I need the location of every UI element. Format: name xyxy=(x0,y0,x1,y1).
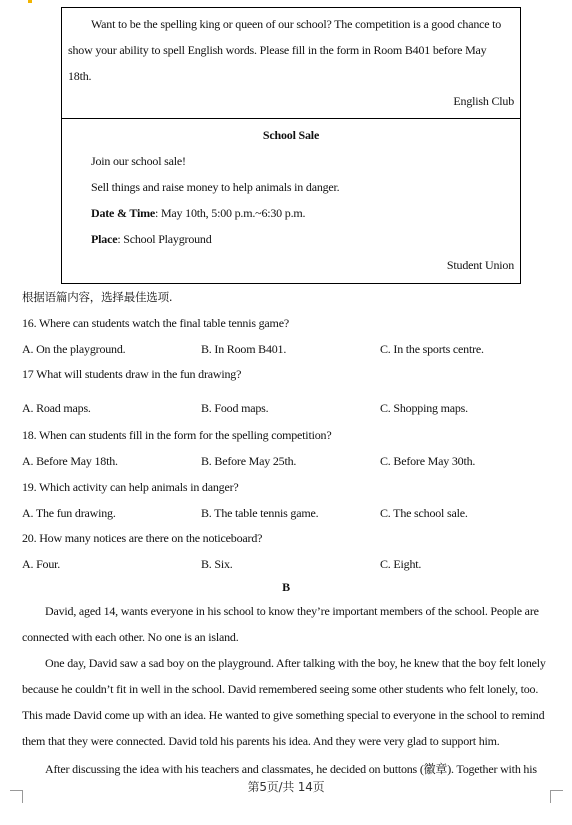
section-b-line-7: After discussing the idea with his teachers and classmates, he decided on buttons (徽章). Together with his xyxy=(45,762,537,776)
q16-option-a: A. On the playground. xyxy=(22,342,126,356)
question-19: 19. Which activity can help animals in danger? xyxy=(22,480,239,494)
q16-option-c: C. In the sports centre. xyxy=(380,342,484,356)
q20-option-b: B. Six. xyxy=(201,557,233,571)
notice-sale-line-1: Join our school sale! xyxy=(91,154,186,168)
section-b-line-6: them that they were connected. David told his parents his idea. And they were very glad to support him. xyxy=(22,734,500,748)
notice-spelling-line-3: 18th. xyxy=(68,69,92,83)
notice-sale-line-2: Sell things and raise money to help animals in danger. xyxy=(91,180,340,194)
q18-option-c: C. Before May 30th. xyxy=(380,454,476,468)
notice-spelling-signature: English Club xyxy=(453,94,514,108)
question-16: 16. Where can students watch the final table tennis game? xyxy=(22,316,289,330)
notice-spelling xyxy=(61,7,521,119)
q19-option-b: B. The table tennis game. xyxy=(201,506,319,520)
q17-option-a: A. Road maps. xyxy=(22,401,91,415)
question-18: 18. When can students fill in the form for the spelling competition? xyxy=(22,428,332,442)
q20-option-a: A. Four. xyxy=(22,557,61,571)
notice-sale-signature: Student Union xyxy=(446,258,514,272)
q18-option-a: A. Before May 18th. xyxy=(22,454,118,468)
date-label: Date & Time xyxy=(91,206,156,220)
notice-spelling-line-2: show your ability to spell English words. Please fill in the form in Room B401 before May xyxy=(68,43,487,57)
page-footer: 第5页/共 14页 xyxy=(247,780,325,794)
question-20: 20. How many notices are there on the noticeboard? xyxy=(22,531,263,545)
q19-option-c: C. The school sale. xyxy=(380,506,468,520)
place-label: Place xyxy=(91,232,118,246)
section-b-line-5: This made David come up with an idea. He wanted to give something special to everyone in the school to remind xyxy=(22,708,545,722)
instruction: 根据语篇内容，选择最佳选项. xyxy=(22,290,173,304)
q20-option-c: C. Eight. xyxy=(380,557,422,571)
section-b-line-3: One day, David saw a sad boy on the playground. After talking with the boy, he knew that the boy felt lonely xyxy=(45,656,546,670)
q17-option-b: B. Food maps. xyxy=(201,401,269,415)
section-b-heading: B xyxy=(282,580,290,594)
notice-sale-date xyxy=(91,206,305,221)
section-b-line-4: because he couldn’t fit in well in the school. David remembered seeing some other students who felt lonely, too. xyxy=(22,682,539,696)
place-value: : School Playground xyxy=(117,232,212,246)
q19-option-a: A. The fun drawing. xyxy=(22,506,116,520)
notice-sale-place xyxy=(91,232,212,247)
q18-option-b: B. Before May 25th. xyxy=(201,454,297,468)
q17-option-c: C. Shopping maps. xyxy=(380,401,468,415)
section-b-line-1: David, aged 14, wants everyone in his school to know they’re important members of the school. People are xyxy=(45,604,539,618)
highlight-mark xyxy=(28,0,32,3)
notice-spelling-line-1: Want to be the spelling king or queen of our school? The competition is a good chance to xyxy=(91,17,502,31)
question-17: 17 What will students draw in the fun drawing? xyxy=(22,367,242,381)
section-b-line-2: connected with each other. No one is an island. xyxy=(22,630,239,644)
notice-sale xyxy=(61,118,521,284)
date-value: : May 10th, 5:00 p.m.~6:30 p.m. xyxy=(155,206,306,220)
notice-sale-title: School Sale xyxy=(262,128,320,142)
q16-option-b: B. In Room B401. xyxy=(201,342,287,356)
